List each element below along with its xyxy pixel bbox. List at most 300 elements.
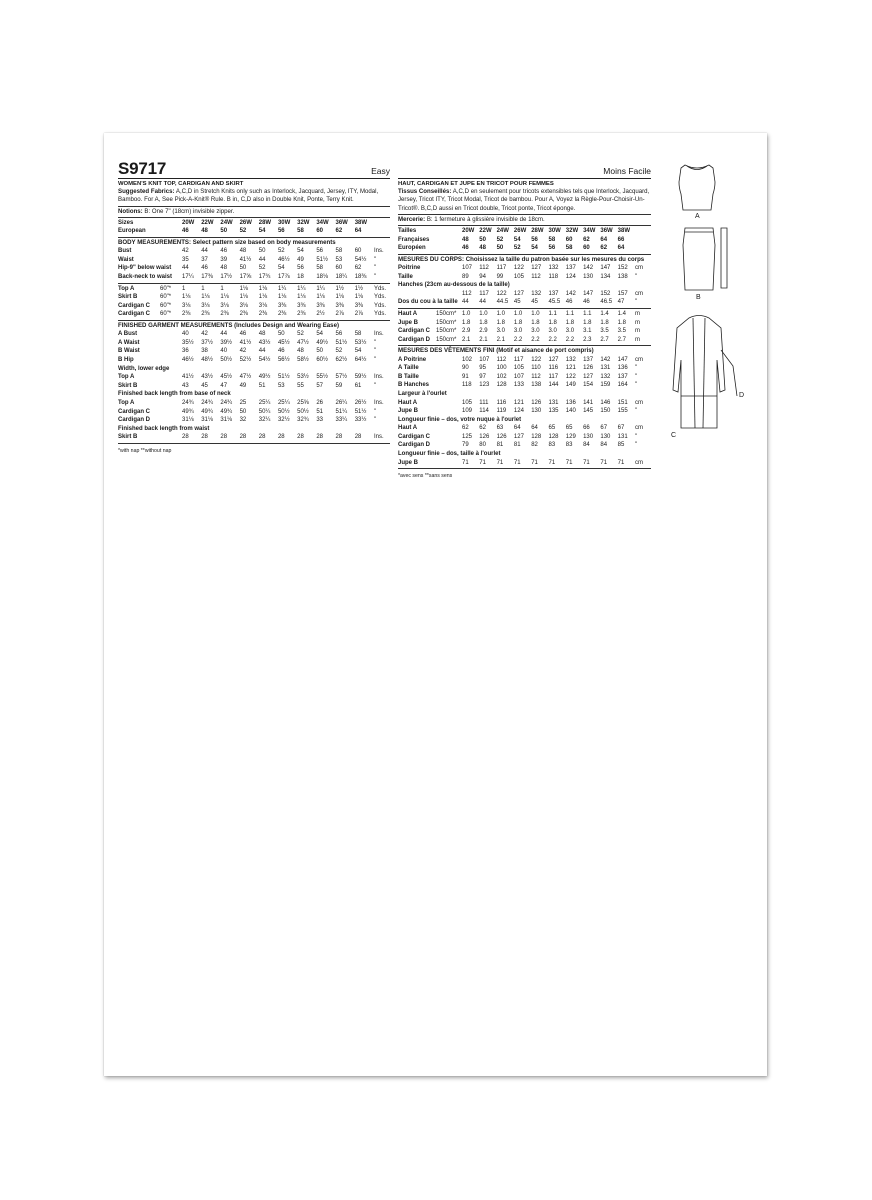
measurement-cell: 39½ [220, 339, 233, 346]
measurement-cell: 18⅜ [354, 273, 367, 280]
measurement-cell: 28 [239, 434, 247, 441]
measurement-cell: 58 [354, 331, 362, 338]
measurement-cell: 40 [182, 331, 189, 338]
measurement-cell: 127 [513, 290, 524, 297]
notions: Notions: B: One 7" (18cm) invisible zipper. [118, 207, 235, 215]
row-label: Bust [118, 248, 132, 255]
measurement-cell: 1.8 [583, 319, 592, 326]
measurement-cell: 49¾ [201, 408, 213, 415]
measurement-cell: 3⅜ [277, 302, 287, 309]
row-label: Waist [118, 256, 134, 263]
row-label: Top A [118, 374, 135, 381]
measurement-cell: 63 [496, 425, 504, 432]
measurement-cell: 84 [583, 442, 590, 449]
measurement-cell: 48½ [201, 356, 213, 363]
measurement-cell: 1 [220, 285, 224, 292]
measurement-cell: 110 [531, 365, 541, 372]
measurement-cell: 1¼ [277, 285, 287, 292]
measurement-cell: 17½ [220, 273, 233, 280]
measurement-cell: 3⅜ [335, 302, 344, 309]
measurement-cell: 1⅛ [182, 294, 191, 301]
measurement-cell: 3⅜ [354, 302, 364, 309]
sizes-row: Sizes 20W 22W 24W 26W 28W 30W 32W 34W 36W 38W [118, 219, 368, 226]
measurement-cell: 157 [617, 290, 628, 297]
measurement-cell: 137 [548, 290, 559, 297]
measurement-cell: 2.1 [479, 336, 488, 343]
measurement-cell: 31⅛ [220, 417, 233, 424]
measurement-cell: 3⅛ [182, 302, 191, 309]
table-row [398, 433, 651, 442]
measurement-cell: 41½ [239, 339, 252, 346]
finished-measurements-title: FINISHED GARMENT MEASUREMENTS (Includes Design and Wearing Ease) [118, 321, 339, 329]
measurement-cell: 2⅜ [201, 311, 210, 318]
measurement-cell: 122 [531, 356, 542, 363]
difficulty-level: Easy [371, 166, 390, 176]
row-label: Skirt B [118, 382, 138, 389]
measurement-cell: 105 [513, 365, 524, 372]
measurement-cell: 52 [277, 248, 285, 255]
measurement-cell: 42 [201, 331, 208, 338]
sizes-row-fr: Tailles 20W 22W 24W 26W 28W 30W 32W 34W 36W 38W [398, 228, 631, 235]
measurement-cell: 51½ [335, 339, 348, 346]
measurement-cell: 55 [297, 382, 304, 389]
measurement-cell: 45.5 [548, 299, 561, 306]
fabric-width: 60"* [160, 294, 172, 301]
row-label: Cardigan D [118, 417, 151, 424]
measurement-cell: 111 [479, 399, 489, 406]
measurement-cell: 50¼ [258, 408, 271, 415]
table-row [118, 302, 390, 311]
table-row [118, 408, 390, 417]
measurement-cell: 71 [548, 459, 556, 466]
measurement-cell: 3.0 [548, 328, 557, 335]
table-row [118, 365, 390, 374]
table-row [118, 247, 390, 256]
measurement-cell: 2.2 [565, 336, 575, 343]
measurement-cell: 1.0 [479, 310, 488, 317]
table-row [398, 273, 651, 282]
measurement-cell: 53 [335, 256, 343, 263]
measurement-cell: 1 [182, 285, 186, 292]
unit-cell: cm [635, 265, 643, 271]
measurement-cell: 54 [297, 248, 304, 255]
measurement-cell: 124 [513, 408, 524, 415]
measurement-cell: 112 [531, 373, 541, 380]
row-label: Dos du cou à la taille [398, 299, 458, 306]
skirt-b-illustration [683, 228, 727, 290]
french-sizes-row: Françaises 48 50 52 54 56 58 60 62 64 66 [398, 236, 625, 243]
measurement-cell: 46 [239, 331, 247, 338]
table-row [118, 310, 390, 319]
measurement-cell: 62 [479, 425, 486, 432]
measurement-cell: 2.7 [617, 336, 627, 343]
measurement-cell: 24¾ [182, 399, 194, 406]
measurement-cell: 1.0 [531, 310, 540, 317]
measurement-cell: 56 [297, 265, 304, 272]
measurement-cell: 112 [479, 265, 489, 271]
row-label: Largeur à l'ourlet [398, 390, 447, 397]
measurement-cell: 37½ [201, 339, 213, 346]
measurement-cell: 1⅛ [354, 294, 364, 301]
measurement-cell: 150 [600, 408, 611, 415]
pattern-title-fr: HAUT, CARDIGAN ET JUPE EN TRICOT POUR FEMMES [398, 181, 554, 187]
table-row [398, 373, 651, 382]
measurement-cell: 79 [462, 442, 469, 449]
row-label: Cardigan D [398, 442, 431, 449]
measurement-cell: 138 [531, 382, 542, 389]
unit-cell: Ins. [374, 374, 384, 381]
measurement-cell: 125 [462, 433, 473, 440]
measurement-cell: 117 [496, 265, 507, 271]
table-row [398, 416, 651, 425]
measurement-cell: 155 [617, 408, 628, 415]
unit-cell: " [374, 348, 377, 355]
measurement-cell: 37 [201, 256, 208, 263]
measurement-cell: 116 [548, 365, 559, 372]
measurement-cell: 1.4 [617, 310, 627, 317]
measurement-cell: 50½ [220, 356, 233, 363]
measurement-cell: 107 [513, 373, 524, 380]
measurement-cell: 48 [297, 348, 304, 355]
measurement-cell: 154 [583, 382, 594, 389]
row-label: Jupe B [398, 459, 419, 466]
measurement-cell: 132 [548, 265, 559, 271]
measurement-cell: 131 [600, 365, 611, 372]
row-label: Hip-9" below waist [118, 265, 172, 272]
measurement-cell: 45 [201, 382, 208, 389]
measurement-cell: 71 [583, 459, 590, 466]
french-column [398, 160, 651, 480]
measurement-cell: 39 [220, 256, 228, 263]
unit-cell: Ins. [374, 331, 384, 338]
unit-cell: " [635, 299, 638, 306]
measurement-cell: 127 [548, 356, 559, 363]
illustration-label-a: A [695, 213, 700, 220]
measurement-cell: 26 [316, 399, 323, 406]
row-label: B Hip [118, 356, 134, 363]
measurement-cell: 51½ [277, 374, 290, 381]
measurement-cell: 24¾ [220, 399, 233, 406]
measurement-cell: 53½ [297, 374, 309, 381]
unit-cell: Yds. [374, 302, 387, 309]
measurement-cell: 117 [479, 290, 489, 297]
measurement-cell: 2.2 [548, 336, 557, 343]
measurement-cell: 102 [462, 356, 473, 363]
fabric-width: 150cm* [436, 336, 457, 343]
measurement-cell: 2.1 [462, 336, 471, 343]
measurement-cell: 142 [565, 290, 576, 297]
measurement-cell: 137 [617, 373, 628, 380]
row-label: Longueur finie – dos, taille à l'ourlet [398, 451, 501, 458]
measurement-cell: 129 [565, 433, 576, 440]
measurement-cell: 94 [479, 273, 486, 280]
measurement-cell: 126 [583, 365, 594, 372]
measurement-cell: 64½ [354, 356, 367, 363]
nap-footnote-fr: *avec sens **sans sens [398, 473, 453, 480]
unit-cell: " [374, 382, 377, 389]
table-row [398, 441, 651, 450]
measurement-cell: 116 [496, 399, 507, 406]
measurement-cell: 25 [239, 399, 247, 406]
measurement-cell: 1.8 [462, 319, 471, 326]
sizes-table-fr [398, 227, 651, 253]
measurement-cell: 119 [496, 408, 507, 415]
measurement-cell: 32¾ [297, 417, 309, 424]
table-row [118, 293, 390, 302]
measurement-cell: 44.5 [496, 299, 509, 306]
measurement-cell: 132 [565, 356, 576, 363]
measurement-cell: 18 [297, 273, 304, 280]
row-label: Cardigan C [398, 328, 431, 335]
measurement-cell: 1.8 [565, 319, 575, 326]
measurement-cell: 62 [354, 265, 362, 272]
measurement-cell: 2.7 [600, 336, 609, 343]
finished-measurements-title-fr: MESURES DES VÊTEMENTS FINI (Motif et aisance de port compris) [398, 347, 594, 355]
unit-cell: " [635, 408, 638, 415]
measurement-cell: 28 [220, 434, 228, 441]
measurement-cell: 142 [583, 265, 594, 271]
measurement-cell: 59½ [354, 374, 367, 381]
fabric-width: 150cm* [436, 328, 457, 335]
top-a-illustration [679, 165, 715, 210]
measurement-cell: 28 [277, 434, 285, 441]
measurement-cell: 1.1 [565, 310, 575, 317]
measurement-cell: 26½ [354, 399, 367, 406]
measurement-cell: 2⅜ [220, 311, 229, 318]
measurement-cell: 56½ [277, 356, 290, 363]
measurement-cell: 43 [182, 382, 189, 389]
measurement-cell: 32½ [277, 417, 290, 424]
measurement-cell: 164 [617, 382, 628, 389]
unit-cell: " [635, 365, 638, 372]
measurement-cell: 50½ [277, 408, 290, 415]
measurement-cell: 55½ [316, 374, 328, 381]
table-row [398, 381, 651, 390]
measurement-cell: 60 [354, 248, 362, 255]
measurement-cell: 2⅜ [182, 311, 191, 318]
table-row [398, 336, 651, 345]
measurement-cell: 131 [548, 399, 559, 406]
measurement-cell: 138 [617, 273, 628, 280]
measurement-cell: 48 [239, 248, 247, 255]
measurement-cell: 2⅞ [354, 311, 364, 318]
measurement-cell: 2⅜ [239, 311, 248, 318]
measurement-cell: 41½ [239, 256, 252, 263]
table-row [118, 382, 390, 391]
measurement-cell: 28 [354, 434, 362, 441]
measurement-cell: 71 [531, 459, 538, 466]
measurement-cell: 1⅛ [335, 294, 344, 301]
measurement-cell: 1.8 [479, 319, 488, 326]
measurement-cell: 45½ [220, 374, 233, 381]
measurement-cell: 107 [462, 265, 473, 271]
garment-illustrations [657, 160, 762, 460]
measurement-cell: 65 [565, 425, 573, 432]
measurement-cell: 1.8 [496, 319, 505, 326]
measurement-cell: 95 [479, 365, 486, 372]
measurement-cell: 41½ [182, 374, 194, 381]
measurement-cell: 31⅛ [182, 417, 194, 424]
measurement-cell: 1⅛ [220, 294, 229, 301]
measurement-cell: 83 [565, 442, 573, 449]
measurement-cell: 35 [182, 256, 189, 263]
measurement-cell: 51¼ [335, 408, 348, 415]
measurement-cell: 112 [531, 273, 541, 280]
measurement-cell: 51 [316, 408, 323, 415]
measurement-cell: 1.4 [600, 310, 609, 317]
measurement-cell: 62½ [335, 356, 348, 363]
measurement-cell: 50 [316, 348, 323, 355]
measurement-cell: 1.1 [548, 310, 557, 317]
measurement-cell: 1.8 [531, 319, 540, 326]
measurement-cell: 91 [462, 373, 469, 380]
measurement-cell: 127 [531, 265, 542, 271]
measurement-cell: 2.2 [531, 336, 540, 343]
notions-fr: Mercerie: B: 1 fermeture à glissière invisible de 18cm. [398, 215, 545, 223]
table-row [398, 459, 651, 468]
row-label: Cardigan D [398, 336, 431, 343]
measurement-cell: 144 [548, 382, 559, 389]
measurement-cell: 2½ [316, 311, 325, 318]
unit-cell: Yds. [374, 294, 387, 301]
row-label: Haut A [398, 310, 418, 317]
pattern-number: S9717 [118, 159, 167, 178]
measurement-cell: 32 [239, 417, 247, 424]
measurement-cell: 107 [479, 356, 490, 363]
measurement-cell: 126 [496, 433, 507, 440]
measurement-cell: 61 [354, 382, 362, 389]
unit-cell: m [635, 328, 640, 335]
measurement-cell: 38 [201, 348, 208, 355]
measurement-cell: 17¾ [258, 273, 271, 280]
measurement-cell: 28 [316, 434, 323, 441]
measurement-cell: 50½ [297, 408, 309, 415]
table-row [398, 290, 651, 299]
finished-measurements-table-fr [398, 356, 651, 468]
measurement-cell: 50 [239, 408, 247, 415]
measurement-cell: 2.9 [462, 328, 471, 335]
row-label: Cardigan C [118, 311, 151, 318]
measurement-cell: 67 [600, 425, 608, 432]
unit-cell: " [374, 417, 377, 424]
measurement-cell: 1¼ [297, 285, 306, 292]
measurement-cell: 47½ [239, 374, 252, 381]
measurement-cell: 145 [583, 408, 594, 415]
row-label: Haut A [398, 425, 418, 432]
measurement-cell: 44 [258, 348, 266, 355]
measurement-cell: 152 [600, 290, 611, 297]
measurement-cell: 1½ [354, 285, 364, 292]
unit-cell: " [374, 265, 377, 272]
measurement-cell: 49¾ [182, 408, 194, 415]
fabric-width: 60"* [160, 302, 172, 309]
measurement-cell: 151 [617, 399, 628, 406]
row-label: Skirt B [118, 294, 138, 301]
measurement-cell: 146 [600, 399, 611, 406]
measurement-cell: 127 [583, 373, 594, 380]
measurement-cell: 3.5 [617, 328, 627, 335]
measurement-cell: 58 [316, 265, 323, 272]
row-label: Finished back length from waist [118, 425, 210, 432]
row-label: B Taille [398, 373, 419, 380]
table-row [118, 373, 390, 382]
table-row [398, 319, 651, 328]
measurement-cell: 28 [258, 434, 266, 441]
measurement-cell: 142 [600, 356, 611, 363]
measurement-cell: 45 [531, 299, 538, 306]
unit-cell: cm [635, 399, 643, 406]
unit-cell: cm [635, 425, 643, 432]
measurement-cell: 1⅛ [258, 294, 268, 301]
nap-footnote: *with nap **without nap [118, 447, 172, 454]
measurement-cell: 1⅛ [239, 294, 248, 301]
measurement-cell: 17⅝ [239, 273, 252, 280]
european-sizes-row-fr: Européen 46 48 50 52 54 56 58 60 62 64 [398, 245, 625, 252]
measurement-cell: 128 [496, 382, 507, 389]
measurement-cell: 52 [297, 331, 304, 338]
european-sizes-row: European 46 48 50 52 54 56 58 60 62 64 [118, 228, 362, 235]
measurement-cell: 3.0 [565, 328, 575, 335]
row-label: Jupe B [398, 408, 419, 415]
table-row [118, 256, 390, 265]
suggested-fabrics: Suggested Fabrics: A,C,D in Stretch Knits only such as Interlock, Jacquard, Jersey, ITY, Modal, Bamboo. For A, See Pick-A-Knit® Rule. B in, C,D also in Double Knit, Ponte, Terry Knit. [118, 188, 379, 204]
measurement-cell: 42 [182, 248, 189, 255]
measurement-cell: 1.8 [617, 319, 627, 326]
table-row [118, 339, 390, 348]
measurement-cell: 3.0 [513, 328, 523, 335]
measurement-cell: 3⅛ [258, 302, 268, 309]
measurement-cell: 1.8 [513, 319, 523, 326]
measurement-cell: 54 [316, 331, 323, 338]
measurement-cell: 50 [277, 331, 285, 338]
measurement-cell: 1.0 [513, 310, 523, 317]
row-label: A Bust [118, 331, 138, 338]
measurement-cell: 102 [496, 373, 507, 380]
table-row [118, 416, 390, 425]
measurement-cell: 35½ [182, 339, 194, 346]
measurement-cell: 56 [335, 331, 343, 338]
illustration-label-c: C [671, 432, 677, 439]
measurement-cell: 126 [479, 433, 490, 440]
measurement-cell: 46 [201, 265, 208, 272]
measurement-cell: 81 [496, 442, 504, 449]
measurement-cell: 134 [600, 273, 611, 280]
measurement-cell: 43½ [201, 374, 213, 381]
measurement-cell: 2.9 [479, 328, 488, 335]
measurement-cell: 42 [239, 348, 247, 355]
measurement-cell: 83 [548, 442, 556, 449]
suggested-fabrics-fr: Tissus Conseillés: A,C,D en seulement pour tricots extensibles tels que Interlock, Jacquard, Jersey, Tricot ITY, Tricot Modal, Tricot de bambou. Pour A, Voyez la Règle-Pour-Choisir-Un-Tricot®. B,C,D aussi en Tricot double, Tricot ponte, Tricot éponge. [398, 188, 650, 212]
measurement-cell: 49 [297, 256, 304, 263]
table-row [398, 407, 651, 416]
measurement-cell: 71 [617, 459, 625, 466]
measurement-cell: 32¼ [258, 417, 271, 424]
yardage-table-fr [398, 310, 651, 344]
measurement-cell: 46½ [277, 256, 290, 263]
measurement-cell: 46 [220, 248, 228, 255]
measurement-cell: 44 [201, 248, 208, 255]
yardage-table [118, 285, 390, 319]
measurement-cell: 3⅛ [239, 302, 248, 309]
measurement-cell: 58 [335, 248, 343, 255]
measurement-cell: 52 [335, 348, 343, 355]
unit-cell: " [374, 408, 377, 415]
measurement-cell: 17⅜ [201, 273, 213, 280]
unit-cell: Ins. [374, 248, 384, 255]
unit-cell: " [635, 382, 638, 389]
fabric-width: 60"* [160, 311, 172, 318]
illustration-label-b: B [696, 294, 701, 301]
